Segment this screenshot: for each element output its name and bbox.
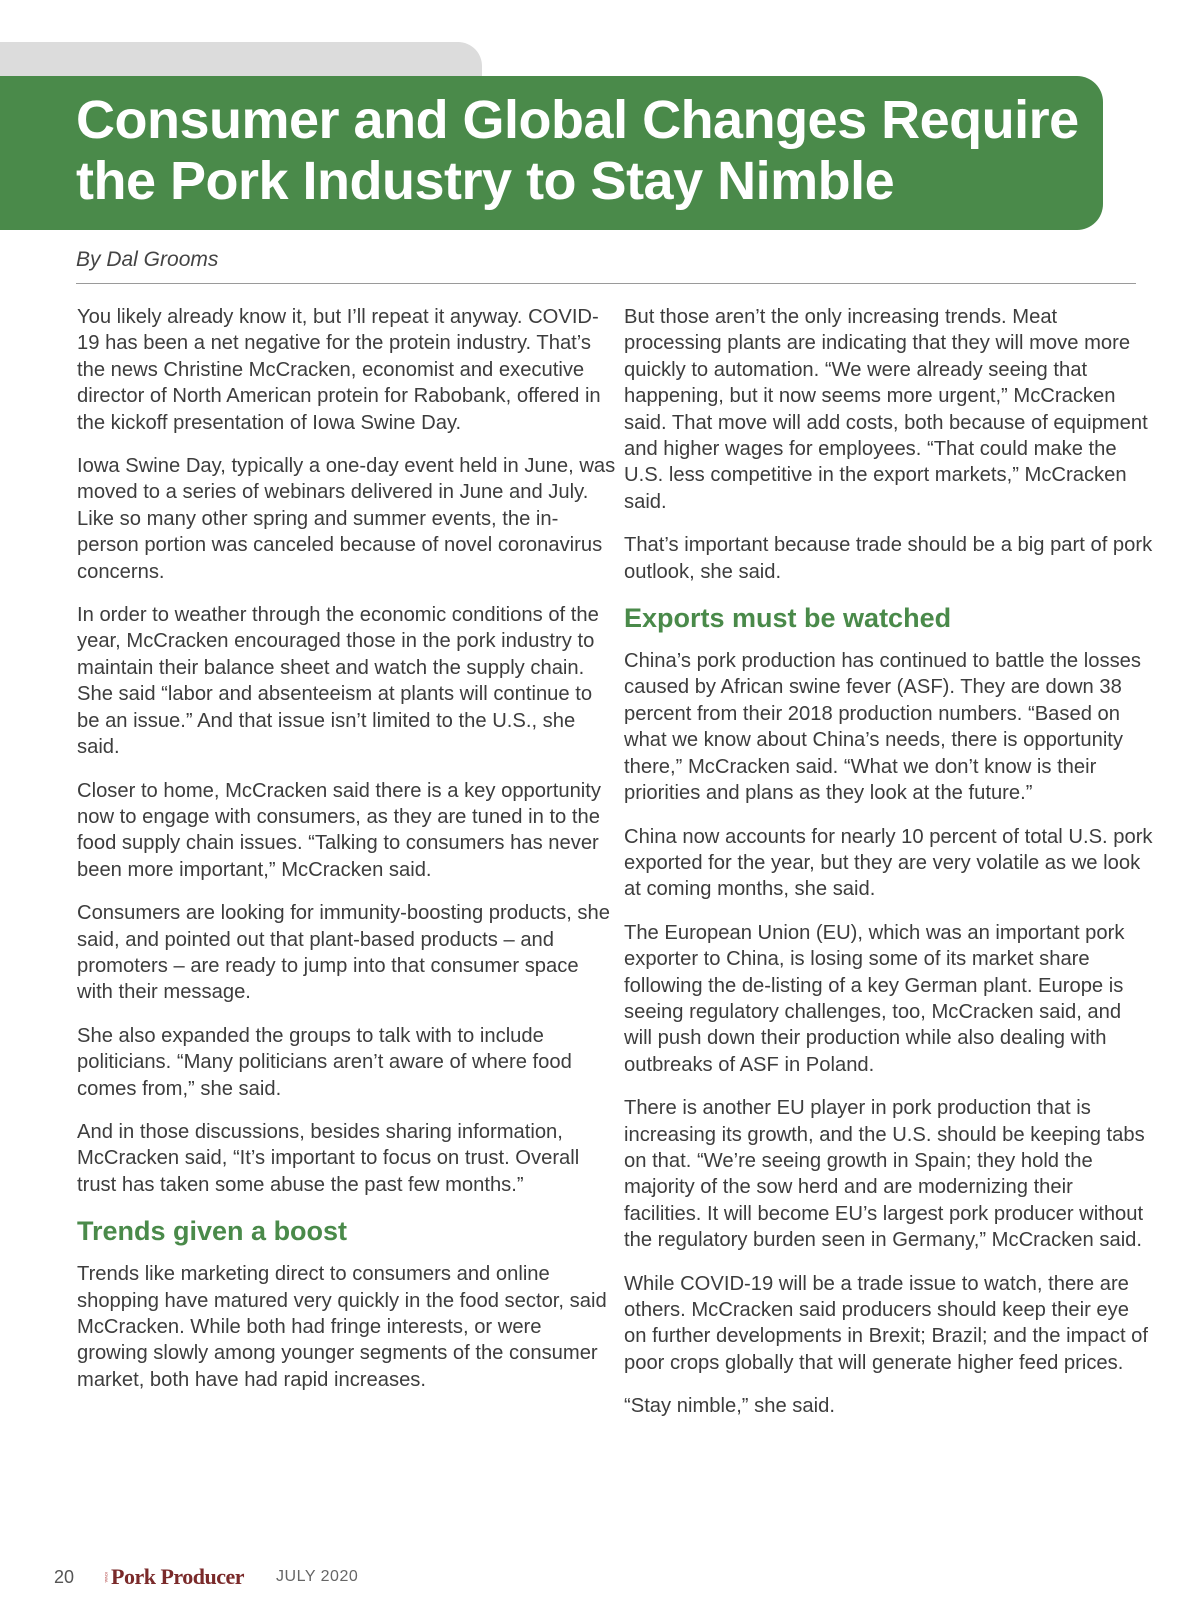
paragraph: You likely already know it, but I’ll repeat it anyway. COVID-19 has been a net negative for the protein industry. That’s the news Christine McCracken, economist and executive director of North American protein for Rabobank, offered in the kickoff presentation of Iowa Swine Day. — [77, 306, 601, 434]
paragraph: Consumers are looking for immunity-boosting products, she said, and pointed out that plant-based products – and promoters – are ready to jump into that consumer space with their message. — [77, 902, 610, 1004]
page-number: 20 — [54, 1566, 75, 1587]
paragraph: China now accounts for nearly 10 percent of total U.S. pork exported for the year, but they are very volatile as we look at coming months, she said. — [624, 825, 1153, 901]
paragraph: There is another EU player in pork production that is increasing its growth, and the U.S. should be keeping tabs on that. “We’re seeing growth in Spain; they hold the majority of the sow herd and are modernizing their facilities. It will become EU’s largest pork producer without the regulatory burden seen in Germany,” McCracken said. — [624, 1097, 1145, 1252]
paragraph: Closer to home, McCracken said there is a key opportunity now to engage with consumers, as they are tuned in to the food supply chain issues. “Talking to consumers has never been more important,” McCracken said. — [77, 779, 601, 881]
page-footer — [54, 1562, 358, 1592]
byline: By Dal Grooms — [76, 248, 219, 271]
paragraph: She also expanded the groups to talk with to include politicians. “Many politicians aren’t aware of where food comes from,” she said. — [77, 1024, 572, 1100]
paragraph: Iowa Swine Day, typically a one-day event held in June, was moved to a series of webinars delivered in June and July. Like so many other spring and summer events, the in-person portion was canceled because of novel coronavirus concerns. — [77, 455, 616, 583]
publication-logo: Pork Producer — [111, 1564, 245, 1589]
issue-date: JULY 2020 — [276, 1568, 359, 1585]
paragraph: That’s important because trade should be a big part of pork outlook, she said. — [624, 534, 1153, 583]
paragraph: The European Union (EU), which was an important pork exporter to China, is losing some of its market share following the de-listing of a key German plant. Europe is seeing regulatory challenges, too, McCracken said, and will push down their production while also dealing with outbreaks of ASF in Poland. — [624, 921, 1125, 1076]
title-banner — [0, 76, 1103, 230]
paragraph: While COVID-19 will be a trade issue to watch, there are others. McCracken said producers should keep their eye on further developments in Brexit; Brazil; and the impact of poor crops globally that will generate higher feed prices. — [624, 1272, 1149, 1374]
section-heading: Exports must be watched — [624, 603, 952, 634]
divider — [76, 283, 1136, 284]
paragraph: In order to weather through the economic conditions of the year, McCracken encouraged those in the pork industry to maintain their balance sheet and watch the supply chain. She said “labor and absenteeism at plants will continue to be an issue.” And that issue isn’t limited to the U.S., she said. — [77, 604, 599, 759]
paragraph: Trends like marketing direct to consumers and online shopping have matured very quickly in the food sector, said McCracken. While both had fringe interests, or were growing slowly among younger segments of the consumer market, both have had rapid increases. — [77, 1263, 607, 1391]
article-title: Consumer and Global Changes Require the Pork Industry to Stay Nimble — [76, 90, 1079, 211]
right-column — [624, 304, 1154, 1437]
section-heading: Trends given a boost — [77, 1216, 348, 1247]
logo-prefix: IOWA — [104, 1571, 110, 1583]
paragraph: But those aren’t the only increasing trends. Meat processing plants are indicating that they will move more quickly to automation. “We were already seeing that happening, but it now seems more urgent,” McCracken said. That move will add costs, both because of equipment and higher wages for employees. “That could make the U.S. less competitive in the export markets,” McCracken said. — [624, 306, 1148, 513]
left-column — [77, 304, 617, 1410]
paragraph: “Stay nimble,” she said. — [624, 1395, 835, 1418]
paragraph: China’s pork production has continued to battle the losses caused by African swine fever (ASF). They are down 38 percent from their 2018 production numbers. “Based on what we know about China’s needs, there is opportunity there,” McCracken said. “What we don’t know is their priorities and plans as they look at the future.” — [624, 650, 1141, 805]
paragraph: And in those discussions, besides sharing information, McCracken said, “It’s important to focus on trust. Overall trust has taken some abuse the past few months.” — [77, 1120, 580, 1196]
